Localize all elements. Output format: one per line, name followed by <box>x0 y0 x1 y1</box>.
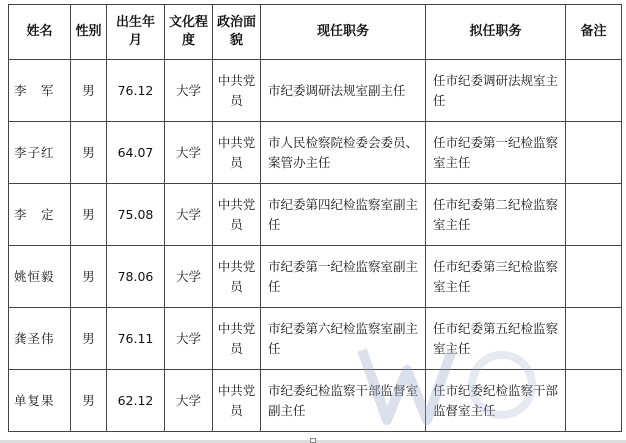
cell-politics: 中共党员 <box>213 60 261 122</box>
cell-politics: 中共党员 <box>213 308 261 370</box>
cell-politics: 中共党员 <box>213 246 261 308</box>
cell-proposed-post: 任市纪委纪检监察干部监督室主任 <box>426 370 566 432</box>
cell-name: 单复果 <box>9 370 71 432</box>
cell-current-post: 市纪委调研法规室副主任 <box>261 60 426 122</box>
cell-politics: 中共党员 <box>213 370 261 432</box>
cell-current-post: 市纪委第六纪检监察室副主任 <box>261 308 426 370</box>
cell-birth: 78.06 <box>107 246 165 308</box>
cell-proposed-post: 任市纪委调研法规室主任 <box>426 60 566 122</box>
header-politics: 政治面貌 <box>213 5 261 60</box>
cell-remarks <box>566 246 622 308</box>
cell-birth: 62.12 <box>107 370 165 432</box>
header-name: 姓名 <box>9 5 71 60</box>
table-row <box>9 370 622 432</box>
cell-name: 李子红 <box>9 122 71 184</box>
table-row <box>9 246 622 308</box>
cell-name: 龚圣伟 <box>9 308 71 370</box>
cell-current-post: 市人民检察院检委会委员、案管办主任 <box>261 122 426 184</box>
table-row <box>9 60 622 122</box>
cell-name: 李 军 <box>9 60 71 122</box>
header-remarks: 备注 <box>566 5 622 60</box>
table-row <box>9 184 622 246</box>
cell-gender: 男 <box>71 246 107 308</box>
cell-remarks <box>566 60 622 122</box>
cell-current-post: 市纪委第一纪检监察室副主任 <box>261 246 426 308</box>
cell-proposed-post: 任市纪委第五纪检监察室主任 <box>426 308 566 370</box>
table-row <box>9 308 622 370</box>
cell-politics: 中共党员 <box>213 184 261 246</box>
cell-name: 李 定 <box>9 184 71 246</box>
cell-proposed-post: 任市纪委第二纪检监察室主任 <box>426 184 566 246</box>
cell-education: 大学 <box>165 246 213 308</box>
cell-remarks <box>566 370 622 432</box>
cell-education: 大学 <box>165 122 213 184</box>
header-row <box>9 5 622 60</box>
cell-proposed-post: 任市纪委第一纪检监察室主任 <box>426 122 566 184</box>
cell-birth: 76.12 <box>107 60 165 122</box>
cell-education: 大学 <box>165 184 213 246</box>
cell-gender: 男 <box>71 122 107 184</box>
cell-gender: 男 <box>71 184 107 246</box>
cell-current-post: 市纪委第四纪检监察室副主任 <box>261 184 426 246</box>
cell-education: 大学 <box>165 60 213 122</box>
cell-gender: 男 <box>71 60 107 122</box>
resize-handle[interactable] <box>310 438 316 443</box>
cell-birth: 75.08 <box>107 184 165 246</box>
cell-politics: 中共党员 <box>213 122 261 184</box>
cell-name: 姚恒毅 <box>9 246 71 308</box>
header-education: 文化程度 <box>165 5 213 60</box>
header-proposed-post: 拟任职务 <box>426 5 566 60</box>
header-birth: 出生年月 <box>107 5 165 60</box>
table-row <box>9 122 622 184</box>
cell-remarks <box>566 184 622 246</box>
cell-education: 大学 <box>165 308 213 370</box>
cell-gender: 男 <box>71 370 107 432</box>
appointment-table <box>8 4 622 432</box>
header-current-post: 现任职务 <box>261 5 426 60</box>
document-sheet <box>2 0 623 440</box>
cell-remarks <box>566 122 622 184</box>
cell-birth: 76.11 <box>107 308 165 370</box>
cell-current-post: 市纪委纪检监察干部监督室副主任 <box>261 370 426 432</box>
header-gender: 性别 <box>71 5 107 60</box>
cell-education: 大学 <box>165 370 213 432</box>
cell-proposed-post: 任市纪委第三纪检监察室主任 <box>426 246 566 308</box>
cell-gender: 男 <box>71 308 107 370</box>
cell-birth: 64.07 <box>107 122 165 184</box>
cell-remarks <box>566 308 622 370</box>
